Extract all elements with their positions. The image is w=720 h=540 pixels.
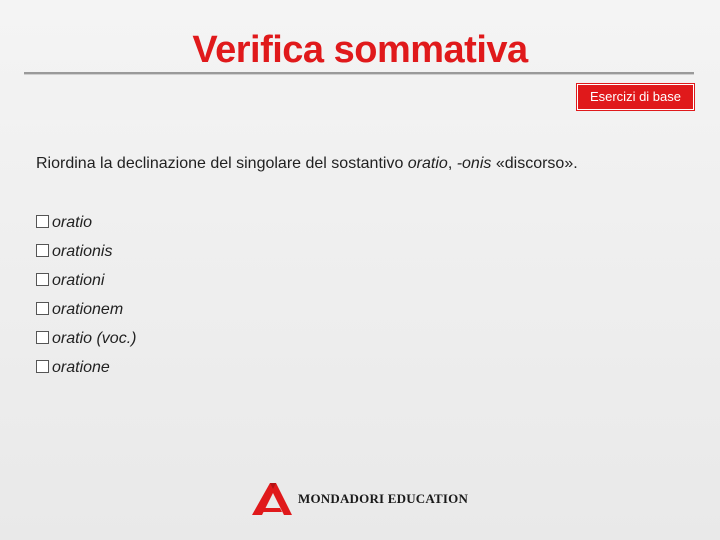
publisher-logo <box>250 482 468 516</box>
option-item[interactable] <box>36 324 136 353</box>
instruction-text-before: Riordina la declinazione del singolare del sostantivo <box>36 155 408 172</box>
instruction-term-nominative: oratio <box>407 155 448 172</box>
option-item[interactable] <box>36 353 136 382</box>
instruction-text-after: «discorso». <box>491 155 578 172</box>
slide-title: Verifica sommativa <box>192 29 528 71</box>
option-item[interactable] <box>36 208 136 237</box>
option-label: oratione <box>52 358 110 376</box>
option-item[interactable] <box>36 295 136 324</box>
instruction-term-genitive: -onis <box>456 155 492 172</box>
checkbox-icon[interactable] <box>36 360 49 373</box>
option-item[interactable] <box>36 237 136 266</box>
option-label: orationem <box>52 300 124 318</box>
publisher-logo-text: MONDADORI EDUCATION <box>298 491 469 506</box>
mondadori-a-icon <box>250 482 294 516</box>
checkbox-icon[interactable] <box>36 244 49 257</box>
option-label: orationis <box>52 242 113 260</box>
option-item[interactable] <box>36 266 136 295</box>
title-divider <box>24 72 694 74</box>
option-list <box>36 208 136 382</box>
checkbox-icon[interactable] <box>36 302 49 315</box>
checkbox-icon[interactable] <box>36 331 49 344</box>
option-label: oratio (voc.) <box>52 329 137 347</box>
option-label: oratio <box>52 213 93 231</box>
checkbox-icon[interactable] <box>36 273 49 286</box>
option-label: orationi <box>52 271 105 289</box>
instruction-separator: , <box>447 155 457 172</box>
checkbox-icon[interactable] <box>36 215 49 228</box>
exercise-instruction <box>36 154 686 174</box>
section-badge: Esercizi di base <box>577 84 694 110</box>
